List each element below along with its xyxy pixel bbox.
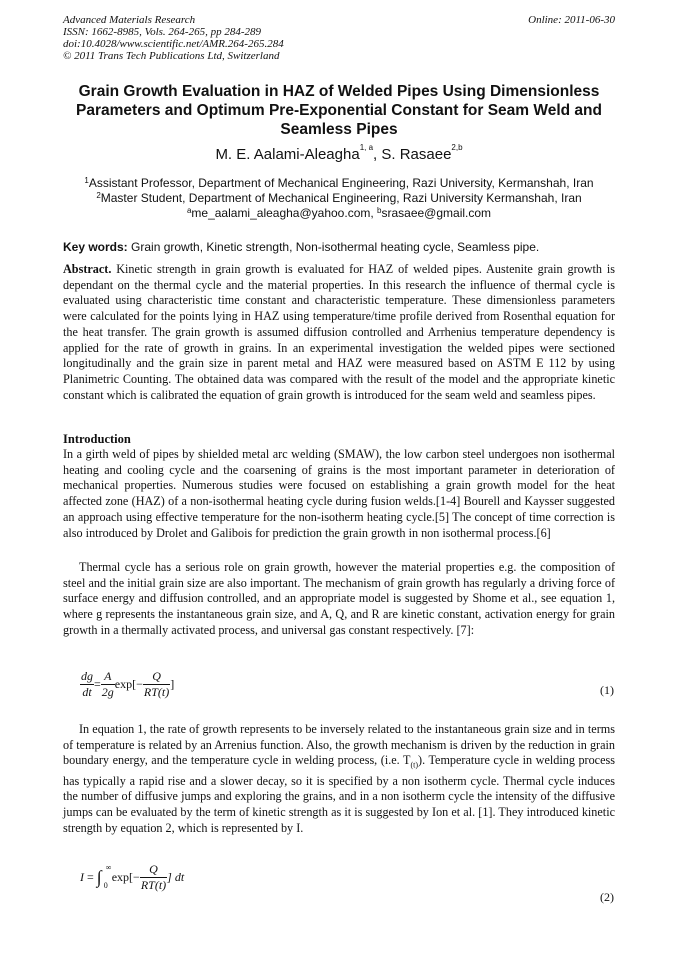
- author-list: [0, 143, 678, 163]
- author-1-sup: 1, a: [359, 143, 374, 152]
- paragraph-3: [63, 722, 615, 836]
- eq2-integral: [96, 863, 112, 890]
- eq2-upper-limit: ∞: [105, 863, 112, 872]
- affiliation-1-sup: 1: [84, 176, 89, 185]
- doi-line[interactable]: doi:10.4028/www.scientific.net/AMR.264-265.284: [63, 38, 284, 50]
- keywords-text: Grain growth, Kinetic strength, Non-isothermal heating cycle, Seamless pipe.: [127, 240, 540, 254]
- affiliation-2-text: Master Student, Department of Mechanical Engineering, Razi University Kermanshah, Iran: [100, 191, 582, 205]
- eq2-lower-limit: 0: [103, 881, 108, 890]
- abstract-text: Kinetic strength in grain growth is evaluated for HAZ of welded pipes. Austenite grain growth is dependant on the thermal cycle and the material properties. In this research the influence of thermal cycle is evaluated using characteristic time constant and characteristic temperature. These dimensionless parameters were calculated for the points lying in HAZ using temperature/time profile derived from Rosenthal equation for the heat transfer. The grain growth is assumed diffusion controlled and Arrhenius temperature dependency is applied for the rate of growth in grains. In an experimental investigation the welded pipes were sectioned longitudinally and the grain size in parent metal and HAZ were measured based on ASTM E 112 by using Planimetric Counting. The obtained data was compared with the result of the model and the appropriate kinetic constant which is calibrated the equation of grain growth is introduced for the seam weld and seamless pipes.: [63, 262, 615, 402]
- eq2-q-den: RT(t): [140, 878, 167, 892]
- eq1-equals: =: [94, 677, 101, 691]
- email-b[interactable]: srasaee@gmail.com: [381, 206, 492, 220]
- email-a-sup: a: [186, 206, 192, 215]
- p3-subscript: (t): [410, 760, 419, 770]
- eq2-close: ] dt: [167, 870, 185, 884]
- affiliation-1-text: Assistant Professor, Department of Mechanical Engineering, Razi University, Kermanshah, Iran: [88, 176, 594, 190]
- copyright-line: © 2011 Trans Tech Publications Ltd, Switzerland: [63, 50, 280, 62]
- eq1-exp: exp[−: [114, 677, 143, 691]
- online-date: Online: 2011-06-30: [528, 14, 615, 26]
- author-1: M. E. Aalami-Aleagha: [215, 146, 360, 163]
- journal-name: Advanced Materials Research: [63, 14, 196, 26]
- equation-1: [80, 669, 174, 700]
- affiliation-2-sup: 2: [96, 191, 101, 200]
- equation-1-number: (1): [600, 683, 614, 697]
- affiliations: [0, 176, 678, 221]
- abstract: [63, 262, 615, 403]
- p3-text-a: In equation 1, the rate of growth represents to be inversely related to the instantaneous grain size and in terms of temperature is related by an Arrenius function. Also, the growth mechanism is driven by the reduction in grain boundary energy, and the temperature cycle in welding process, (i.e. T: [63, 722, 615, 768]
- abstract-label: Abstract.: [63, 262, 112, 276]
- section-heading-introduction: Introduction: [63, 432, 131, 446]
- email-b-sup: b: [377, 206, 382, 215]
- eq2-equals: =: [87, 870, 94, 884]
- intro-paragraph-1: In a girth weld of pipes by shielded metal arc welding (SMAW), the low carbon steel undergoes non isothermal heating and cooling cycle and the coarsening of grains is the most important parameter in deterioration of mechanical properties. Numerous studies were focused on establishing a grain growth model for the heat affected zone (HAZ) of a non-isothermal heating cycle during fusion welds.[1-4] Bourell and Kaysser suggested an approach using effective temperature for the non-isotherm heating cycle.[5] The concept of time correction is also introduced by Drolet and Galibois for prediction the grain growth in non isothermal process.[6]: [63, 447, 615, 540]
- eq2-q-fraction: [140, 862, 167, 893]
- eq1-lhs-fraction: [80, 669, 94, 700]
- p3-text-b: ). Temperature cycle in welding process has typically a rapid rise and a slower decay, so it is specified by a non isotherm cycle. Thermal cycle induces the number of diffusive jumps and exploring the grains, and in a non isotherm cycle the intensity of the diffusive jumps can be evaluated by the term of kinetic strength as it is suggested by Ion et al. [1]. They introduced kinetic strength by equation 2, which is represented by I.: [63, 753, 615, 835]
- author-2-sup: 2,b: [451, 143, 463, 152]
- keywords: [63, 240, 539, 254]
- keywords-label: Key words:: [63, 240, 128, 254]
- eq1-q-fraction: [143, 669, 170, 700]
- eq2-exp: exp[−: [111, 870, 140, 884]
- author-2: S. Rasaee: [381, 146, 452, 163]
- eq1-q-den: RT(t): [143, 685, 170, 699]
- author-sep: ,: [373, 146, 382, 163]
- eq1-a-den: 2g: [101, 685, 114, 699]
- eq2-integral-sign: ∫: [96, 867, 102, 887]
- eq1-a-fraction: [101, 669, 115, 700]
- eq2-lhs: I: [80, 870, 84, 884]
- equation-2: [80, 862, 184, 893]
- eq1-q-num: Q: [143, 669, 170, 685]
- issn-line: ISSN: 1662-8985, Vols. 264-265, pp 284-289: [63, 26, 261, 38]
- eq1-close: ]: [170, 677, 175, 691]
- emails: [0, 206, 678, 221]
- intro-paragraph-2: Thermal cycle has a serious role on grain growth, however the material properties e.g. the composition of steel and the initial grain size are also important. The mechanism of grain growth has regularly a driving force of surface energy and diffusion controlled, and an appropriate model is suggested by Shome et al., see equation 1, where g represents the instantaneous grain size, and A, Q, and R are kinetic constant, activation energy for grain growth in a thermally activated process, and universal gas constant respectively. [7]:: [63, 560, 615, 637]
- eq1-a-num: A: [101, 669, 115, 685]
- eq2-q-num: Q: [140, 862, 167, 878]
- paper-title: Grain Growth Evaluation in HAZ of Welded Pipes Using Dimensionless Parameters and Optimum Pre-Exponential Constant for Seam Weld and Seamless Pipes: [76, 83, 602, 138]
- affiliation-1: [0, 176, 678, 191]
- equation-2-number: (2): [600, 890, 614, 904]
- eq1-lhs-num: dg: [81, 669, 93, 683]
- email-a[interactable]: me_aalami_aleagha@yahoo.com,: [191, 206, 378, 220]
- journal-header: [63, 14, 284, 62]
- eq1-lhs-den: dt: [82, 685, 92, 699]
- affiliation-2: [0, 191, 678, 206]
